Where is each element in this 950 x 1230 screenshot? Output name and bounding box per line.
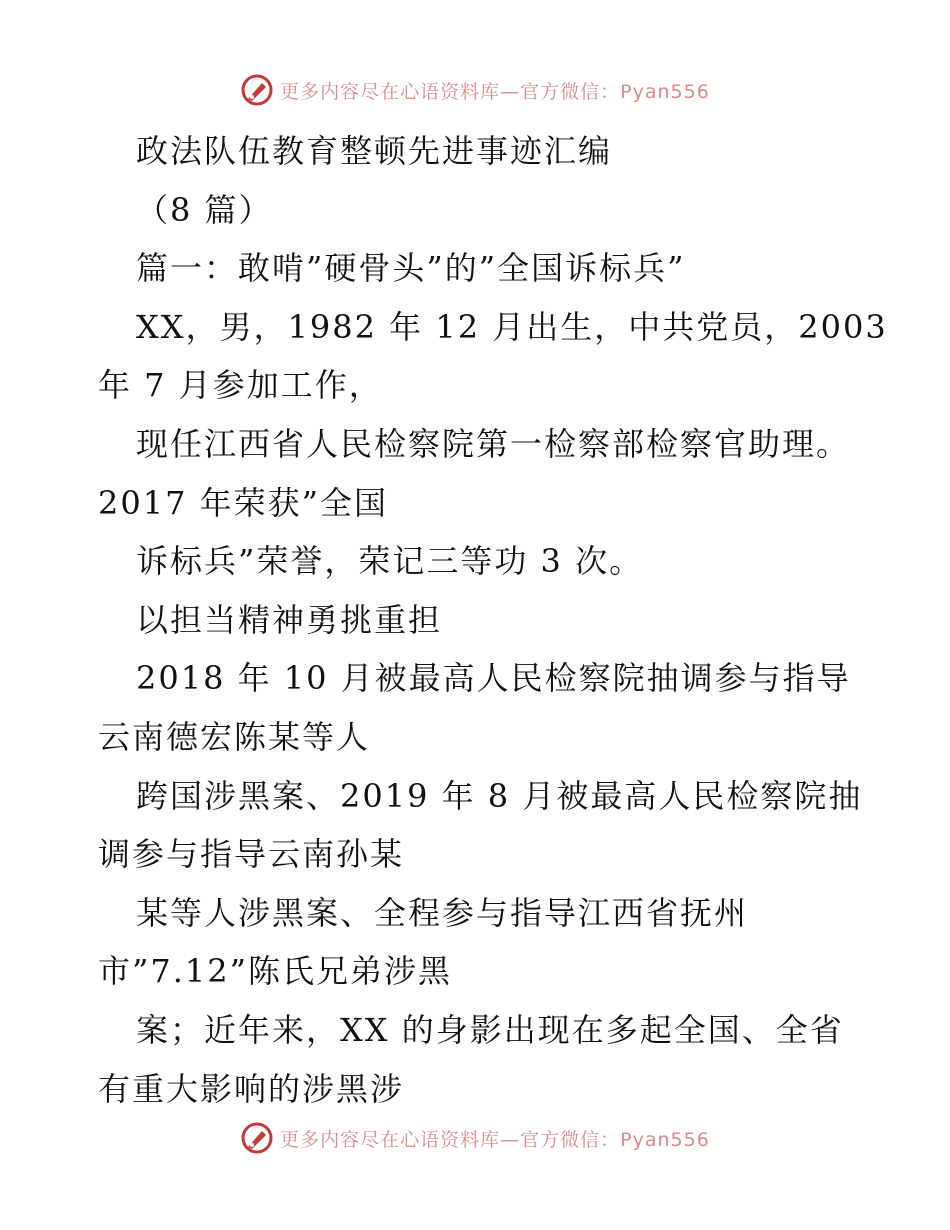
watermark-text: 更多内容尽在心语资料库—官方微信：Pyan556 [280,80,710,103]
paragraph-line: 市”7.12”陈氏兄弟涉黑 [98,952,452,991]
document-body [98,122,888,1118]
watermark-footer [0,1118,950,1158]
paragraph-line: 有重大影响的涉黑涉 [98,1069,405,1108]
doc-subtitle: （8 篇） [136,190,273,229]
paragraph-line: 2018 年 10 月被最高人民检察院抽调参与指导 [136,659,851,698]
paragraph-line: 2017 年荣获”全国 [98,483,388,522]
doc-title: 政法队伍教育整顿先进事迹汇编 [136,132,613,170]
subheading: 以担当精神勇挑重担 [136,600,443,639]
paragraph-line: 某等人涉黑案、全程参与指导江西省抚州 [136,893,749,932]
paragraph-line: 年 7 月参加工作， [98,366,383,405]
paragraph-line: 跨国涉黑案、2019 年 8 月被最高人民检察院抽 [136,776,863,815]
watermark-text: 更多内容尽在心语资料库—官方微信：Pyan556 [280,1128,710,1151]
paragraph-line: XX，男，1982 年 12 月出生，中共党员，2003 [136,307,888,346]
watermark-header [0,70,950,110]
pen-logo-icon [240,73,274,107]
pen-logo-icon [240,1121,274,1155]
paragraph-line: 案；近年来，XX 的身影出现在多起全国、全省 [136,1010,844,1049]
paragraph-line: 调参与指导云南孙某 [98,835,405,874]
paragraph-line: 现任江西省人民检察院第一检察部检察官助理。 [136,424,851,463]
paragraph-line: 云南德宏陈某等人 [98,717,371,756]
section-heading: 篇一：敢啃”硬骨头”的”全国诉标兵” [136,249,686,288]
paragraph-line: 诉标兵”荣誉，荣记三等功 3 次。 [136,542,644,581]
